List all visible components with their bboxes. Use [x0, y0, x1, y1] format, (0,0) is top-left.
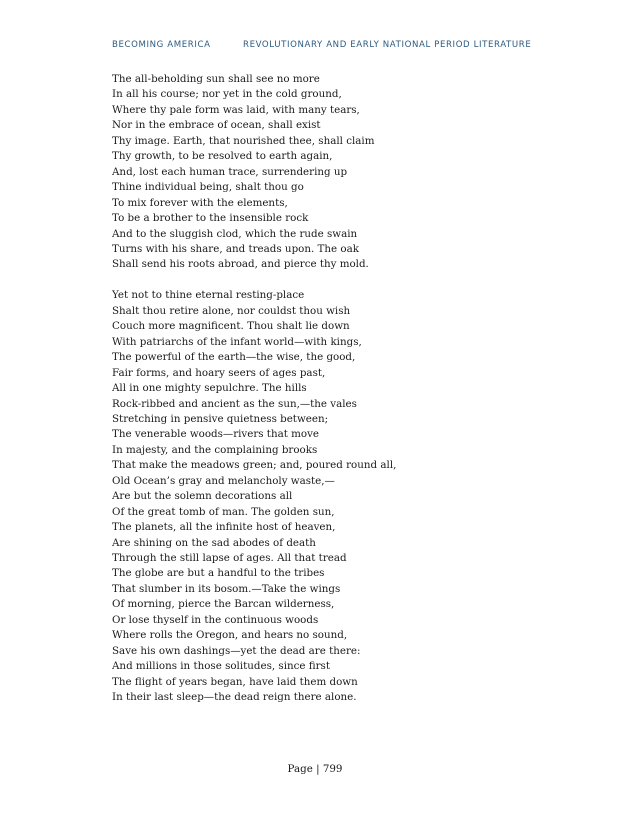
poem-line: That slumber in its bosom.—Take the wings — [112, 582, 341, 595]
poem-line: Shall send his roots abroad, and pierce thy mold. — [112, 258, 369, 271]
poem-line: Where rolls the Oregon, and hears no sound, — [112, 629, 348, 642]
poem-body — [112, 72, 532, 706]
poem-line: Or lose thyself in the continuous woods — [112, 613, 319, 626]
poem-line: Yet not to thine eternal resting-place — [112, 289, 305, 302]
poem-line: To mix forever with the elements, — [112, 196, 288, 209]
poem-line: In all his course; nor yet in the cold ground, — [112, 88, 342, 101]
poem-line: The planets, all the infinite host of heaven, — [112, 521, 336, 534]
poem-line: Shalt thou retire alone, nor couldst thou wish — [112, 304, 351, 317]
poem-line: Stretching in pensive quietness between; — [112, 412, 329, 425]
running-header — [112, 40, 531, 50]
poem-line: Rock-ribbed and ancient as the sun,—the vales — [112, 397, 357, 410]
poem-line: And to the sluggish clod, which the rude swain — [112, 227, 358, 240]
poem-line: Thine individual being, shalt thou go — [112, 181, 304, 194]
poem-line: Nor in the embrace of ocean, shall exist — [112, 119, 321, 132]
poem-line: And millions in those solitudes, since first — [112, 660, 330, 673]
poem-stanza — [112, 288, 532, 705]
page-number: Page | 799 — [287, 763, 343, 775]
poem-line: Are but the solemn decorations all — [112, 490, 293, 503]
poem-line: Turns with his share, and treads upon. The oak — [112, 242, 359, 255]
poem-line: Are shining on the sad abodes of death — [112, 536, 316, 549]
poem-line: Thy image. Earth, that nourished thee, shall claim — [112, 134, 375, 147]
poem-stanza — [112, 72, 532, 273]
poem-line: Of morning, pierce the Barcan wilderness, — [112, 598, 335, 611]
poem-line: Old Ocean’s gray and melancholy waste,— — [112, 474, 335, 487]
poem-line: To be a brother to the insensible rock — [112, 212, 309, 225]
poem-line: Through the still lapse of ages. All that tread — [112, 552, 347, 565]
poem-line: In majesty, and the complaining brooks — [112, 443, 318, 456]
poem-line: Fair forms, and hoary seers of ages past, — [112, 366, 326, 379]
poem-line: And, lost each human trace, surrendering up — [112, 165, 348, 178]
poem-line: With patriarchs of the infant world—with kings, — [112, 335, 362, 348]
poem-line: Save his own dashings—yet the dead are there: — [112, 644, 361, 657]
poem-line: The powerful of the earth—the wise, the good, — [112, 351, 356, 364]
poem-line: The flight of years began, have laid them down — [112, 675, 358, 688]
poem-line: Thy growth, to be resolved to earth again, — [112, 150, 333, 163]
poem-line: In their last sleep—the dead reign there alone. — [112, 691, 357, 704]
header-section-title: REVOLUTIONARY AND EARLY NATIONAL PERIOD LITERATURE — [243, 40, 532, 50]
poem-line: Of the great tomb of man. The golden sun, — [112, 505, 335, 518]
poem-line: The all-beholding sun shall see no more — [112, 73, 320, 85]
poem-line: The globe are but a handful to the tribes — [112, 567, 325, 580]
poem-line: Couch more magnificent. Thou shalt lie down — [112, 320, 350, 333]
header-book-title: BECOMING AMERICA — [112, 40, 211, 50]
poem-line: That make the meadows green; and, poured round all, — [112, 459, 397, 472]
poem-line: Where thy pale form was laid, with many tears, — [112, 103, 360, 116]
poem-line: All in one mighty sepulchre. The hills — [112, 382, 307, 395]
poem-line: The venerable woods—rivers that move — [112, 428, 319, 441]
